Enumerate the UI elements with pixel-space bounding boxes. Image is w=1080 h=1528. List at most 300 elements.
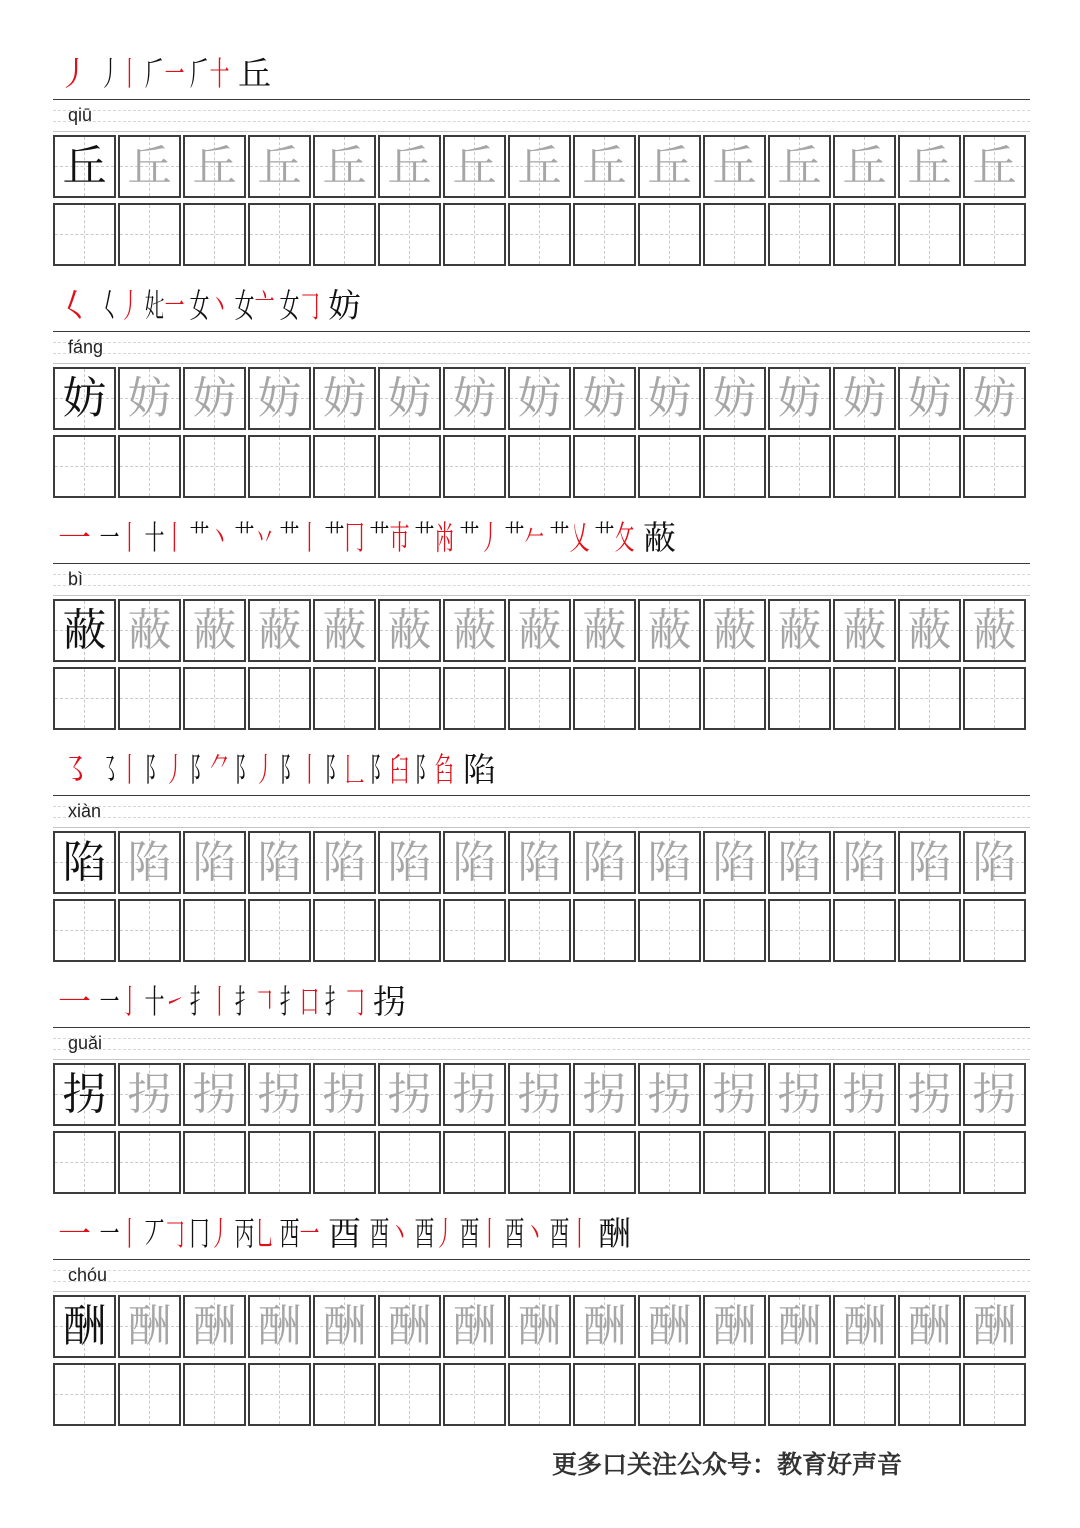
grid-guide-vertical [929, 1133, 930, 1192]
practice-box [118, 667, 181, 730]
grid-guide-vertical [84, 205, 85, 264]
model-character: 陷 [62, 836, 107, 888]
practice-box [508, 1363, 571, 1426]
stroke-step-partial: 酉 [369, 1214, 390, 1253]
stroke-step [97, 981, 142, 1023]
stroke-step-partial: 一 [99, 982, 120, 1021]
stroke-step-partial: 阝 [369, 750, 390, 789]
practice-box [378, 667, 441, 730]
stroke-step-new-stroke: 乚 [254, 1214, 275, 1253]
practice-box [573, 435, 636, 498]
stroke-step-new-stroke: 丶 [524, 1214, 545, 1253]
stroke-step-partial: 阝 [189, 750, 210, 789]
trace-box [118, 1063, 181, 1126]
trace-box [313, 599, 376, 662]
practice-box [963, 203, 1026, 266]
trace-character: 丘 [517, 140, 562, 192]
character-block [0, 745, 1080, 967]
stroke-step-new-stroke: 十 [209, 54, 230, 93]
trace-box [768, 367, 831, 430]
trace-character: 蔽 [517, 604, 562, 656]
practice-box [898, 435, 961, 498]
stroke-step-new-stroke: 丨 [209, 982, 230, 1021]
practice-box [248, 667, 311, 730]
trace-character: 丘 [647, 140, 692, 192]
trace-character: 陷 [387, 836, 432, 888]
trace-box [378, 831, 441, 894]
trace-character: 拐 [452, 1068, 497, 1120]
trace-box [638, 1063, 701, 1126]
stroke-step-new-stroke: 亅 [119, 982, 140, 1021]
stroke-step [97, 1213, 142, 1255]
practice-box [833, 667, 896, 730]
trace-character: 蔽 [387, 604, 432, 656]
grid-guide-vertical [214, 669, 215, 728]
trace-character: 蔽 [192, 604, 237, 656]
trace-character: 蔽 [712, 604, 757, 656]
trace-character: 妨 [192, 372, 237, 424]
guide-line [53, 574, 1030, 575]
practice-row [53, 1363, 1030, 1426]
stroke-step-new-stroke: 𠂉 [524, 518, 545, 557]
model-character-box [53, 599, 116, 662]
trace-box [313, 1063, 376, 1126]
trace-character: 蔽 [452, 604, 497, 656]
pinyin-label: fáng [68, 337, 104, 357]
grid-guide-vertical [84, 437, 85, 496]
pinyin-lines [53, 331, 1030, 364]
practice-box [833, 1131, 896, 1194]
practice-box [898, 1363, 961, 1426]
trace-character: 陷 [647, 836, 692, 888]
stroke-step-new-stroke: 丨 [299, 518, 320, 557]
stroke-step-partial: 扌 [324, 982, 345, 1021]
trace-box [833, 599, 896, 662]
stroke-step-partial: 艹 [369, 518, 390, 557]
stroke-step-partial: 女 [234, 286, 255, 325]
stroke-step-partial: 酉 [549, 1214, 570, 1253]
trace-box [183, 367, 246, 430]
stroke-order-row [52, 517, 682, 559]
stroke-step [142, 749, 187, 791]
practice-box [963, 667, 1026, 730]
stroke-step-new-stroke: 丨 [119, 54, 140, 93]
stroke-step [52, 749, 97, 791]
grid-guide-vertical [734, 669, 735, 728]
practice-box [638, 1363, 701, 1426]
guide-line [53, 131, 1030, 132]
trace-character: 酬 [387, 1300, 432, 1352]
stroke-step [187, 1213, 232, 1255]
stroke-step-partial: 艹 [549, 518, 570, 557]
grid-guide-vertical [474, 205, 475, 264]
guide-line [53, 1270, 1030, 1271]
practice-box [183, 203, 246, 266]
stroke-step-new-stroke: 丿 [209, 1214, 230, 1253]
grid-guide-vertical [604, 437, 605, 496]
trace-character: 丘 [907, 140, 952, 192]
grid-guide-vertical [994, 669, 995, 728]
practice-box [443, 203, 506, 266]
guide-line [53, 806, 1030, 807]
practice-box [833, 203, 896, 266]
stroke-step [592, 1213, 637, 1255]
grid-guide-vertical [149, 901, 150, 960]
practice-box [53, 1131, 116, 1194]
stroke-step [367, 749, 412, 791]
practice-box [768, 899, 831, 962]
trace-character: 酬 [192, 1300, 237, 1352]
practice-box [638, 667, 701, 730]
trace-box [768, 1295, 831, 1358]
practice-row [53, 203, 1030, 266]
character-block [0, 977, 1080, 1199]
stroke-step-partial: 丆 [144, 1214, 165, 1253]
stroke-step-new-stroke: 一 [164, 286, 185, 325]
stroke-step-partial: 冂 [189, 1214, 210, 1253]
grid-guide-vertical [604, 901, 605, 960]
trace-box [443, 367, 506, 430]
model-character-box [53, 135, 116, 198]
stroke-step-partial: 女 [189, 286, 210, 325]
grid-guide-vertical [474, 1365, 475, 1424]
trace-box [183, 1063, 246, 1126]
trace-character: 拐 [257, 1068, 302, 1120]
practice-box [443, 667, 506, 730]
trace-box [638, 367, 701, 430]
trace-character: 妨 [582, 372, 627, 424]
stroke-step-partial: 阝 [144, 750, 165, 789]
stroke-step-new-stroke: 丶 [209, 518, 230, 557]
practice-box [963, 1131, 1026, 1194]
stroke-step [277, 981, 322, 1023]
trace-box [508, 135, 571, 198]
grid-guide-vertical [214, 437, 215, 496]
guide-line [53, 342, 1030, 343]
stroke-step [547, 517, 592, 559]
grid-guide-vertical [344, 901, 345, 960]
stroke-order-row [52, 285, 367, 327]
stroke-step [502, 1213, 547, 1255]
grid-guide-vertical [929, 669, 930, 728]
trace-character: 拐 [972, 1068, 1017, 1120]
trace-box [313, 367, 376, 430]
trace-box [573, 367, 636, 430]
trace-box [443, 599, 506, 662]
trace-character: 拐 [517, 1068, 562, 1120]
practice-row [53, 1131, 1030, 1194]
practice-box [703, 1131, 766, 1194]
practice-box [573, 667, 636, 730]
trace-character: 妨 [257, 372, 302, 424]
practice-box [443, 899, 506, 962]
grid-guide-vertical [994, 1133, 995, 1192]
stroke-step-new-stroke: 丨 [119, 1214, 140, 1253]
guide-line [53, 363, 1030, 364]
stroke-step-new-stroke: 𠃊 [344, 750, 365, 789]
trace-box [118, 599, 181, 662]
practice-box [573, 1131, 636, 1194]
stroke-step-partial: ㇌ [99, 750, 120, 789]
grid-guide-vertical [344, 437, 345, 496]
stroke-step-new-stroke: 一 [299, 1214, 320, 1253]
grid-guide-vertical [799, 1133, 800, 1192]
trace-box [118, 135, 181, 198]
trace-box [118, 831, 181, 894]
trace-box [833, 367, 896, 430]
practice-box [638, 435, 701, 498]
practice-box [53, 435, 116, 498]
trace-box [443, 1295, 506, 1358]
trace-box [963, 831, 1026, 894]
trace-box [248, 1063, 311, 1126]
practice-box [378, 435, 441, 498]
stroke-step [412, 1213, 457, 1255]
trace-character: 陷 [582, 836, 627, 888]
trace-box [703, 367, 766, 430]
trace-box [898, 831, 961, 894]
practice-box [508, 899, 571, 962]
trace-box [898, 599, 961, 662]
grid-guide-vertical [539, 669, 540, 728]
grid-guide-vertical [214, 901, 215, 960]
stroke-step-new-stroke: ㇀ [164, 982, 185, 1021]
practice-box [768, 203, 831, 266]
trace-box [898, 367, 961, 430]
trace-row [53, 831, 1030, 894]
trace-row [53, 135, 1030, 198]
grid-guide-vertical [669, 205, 670, 264]
practice-box [963, 899, 1026, 962]
trace-box [183, 831, 246, 894]
practice-box [118, 203, 181, 266]
trace-character: 陷 [712, 836, 757, 888]
stroke-step [52, 517, 97, 559]
trace-box [638, 599, 701, 662]
stroke-step [142, 1213, 187, 1255]
trace-character: 蔽 [322, 604, 367, 656]
trace-character: 拐 [582, 1068, 627, 1120]
grid-guide-vertical [539, 901, 540, 960]
stroke-step-partial: 一 [99, 1214, 120, 1253]
trace-character: 酬 [712, 1300, 757, 1352]
practice-row [53, 899, 1030, 962]
trace-character: 酬 [907, 1300, 952, 1352]
trace-character: 蔽 [777, 604, 822, 656]
stroke-step-new-stroke: 丶 [209, 286, 230, 325]
grid-guide-vertical [604, 1133, 605, 1192]
trace-row [53, 367, 1030, 430]
trace-character: 酬 [972, 1300, 1017, 1352]
grid-guide-vertical [344, 205, 345, 264]
stroke-step-new-stroke: 丨 [119, 518, 140, 557]
stroke-step-new-stroke: 丿 [164, 750, 185, 789]
trace-box [378, 367, 441, 430]
stroke-step-new-stroke: 冂 [344, 518, 365, 557]
trace-character: 拐 [777, 1068, 822, 1120]
practice-box [248, 1131, 311, 1194]
grid-guide-vertical [474, 437, 475, 496]
stroke-step [142, 285, 187, 327]
stroke-step-partial: 丙 [234, 1214, 255, 1253]
practice-box [118, 899, 181, 962]
grid-guide-vertical [344, 669, 345, 728]
stroke-step-partial: 十 [144, 518, 165, 557]
stroke-step-new-stroke: 丿 [254, 750, 275, 789]
trace-box [638, 135, 701, 198]
model-character-box [53, 831, 116, 894]
grid-guide-vertical [474, 901, 475, 960]
practice-box [183, 1131, 246, 1194]
stroke-step [187, 749, 232, 791]
trace-character: 丘 [842, 140, 887, 192]
stroke-step-partial: 艹 [189, 518, 210, 557]
trace-box [248, 1295, 311, 1358]
character-block [0, 49, 1080, 271]
trace-character: 丘 [582, 140, 627, 192]
stroke-step-partial: 艹 [459, 518, 480, 557]
trace-box [443, 135, 506, 198]
trace-character: 蔽 [647, 604, 692, 656]
stroke-step-new-stroke: 丨 [569, 1214, 590, 1253]
trace-box [573, 1295, 636, 1358]
grid-guide-vertical [929, 1365, 930, 1424]
trace-character: 丘 [452, 140, 497, 192]
stroke-step-partial: 艹 [279, 518, 300, 557]
trace-box [963, 1063, 1026, 1126]
stroke-step-new-stroke: 𠃌 [344, 982, 365, 1021]
grid-guide-vertical [799, 901, 800, 960]
stroke-step-new-stroke: 乂 [569, 518, 590, 557]
trace-box [313, 1295, 376, 1358]
practice-box [313, 1363, 376, 1426]
trace-character: 拐 [647, 1068, 692, 1120]
pinyin-lines [53, 1027, 1030, 1060]
practice-box [248, 203, 311, 266]
practice-box [508, 435, 571, 498]
stroke-step-new-stroke: 一 [58, 1214, 91, 1253]
trace-character: 酬 [517, 1300, 562, 1352]
stroke-step [277, 517, 322, 559]
guide-line [53, 353, 1030, 354]
stroke-step [232, 981, 277, 1023]
stroke-step [412, 749, 457, 791]
grid-guide-vertical [149, 1133, 150, 1192]
trace-box [833, 831, 896, 894]
trace-character: 丘 [387, 140, 432, 192]
grid-guide-vertical [864, 901, 865, 960]
stroke-step [142, 517, 187, 559]
trace-box [703, 1063, 766, 1126]
practice-box [963, 435, 1026, 498]
grid-guide-vertical [669, 669, 670, 728]
practice-box [313, 1131, 376, 1194]
practice-box [898, 1131, 961, 1194]
trace-box [768, 135, 831, 198]
practice-box [898, 899, 961, 962]
practice-box [378, 1131, 441, 1194]
stroke-step [187, 285, 232, 327]
model-character: 拐 [62, 1068, 107, 1120]
character-block [0, 281, 1080, 503]
stroke-step-new-stroke: 丿 [479, 518, 500, 557]
stroke-step-new-stroke: 亠 [254, 286, 275, 325]
pinyin-label: chóu [68, 1265, 108, 1285]
grid-guide-vertical [409, 901, 410, 960]
stroke-step-partial: 艹 [324, 518, 345, 557]
practice-box [313, 899, 376, 962]
trace-box [508, 367, 571, 430]
stroke-step-new-stroke: 𠃌 [299, 286, 320, 325]
trace-box [703, 831, 766, 894]
trace-box [768, 1063, 831, 1126]
pinyin-lines [53, 563, 1030, 596]
grid-guide-vertical [409, 437, 410, 496]
practice-box [378, 899, 441, 962]
practice-box [508, 1131, 571, 1194]
grid-guide-vertical [539, 437, 540, 496]
grid-guide-vertical [929, 901, 930, 960]
trace-box [768, 599, 831, 662]
grid-guide-vertical [864, 1365, 865, 1424]
trace-character: 丘 [192, 140, 237, 192]
stroke-step [232, 517, 277, 559]
trace-box [378, 1295, 441, 1358]
stroke-step-new-stroke: 臼 [389, 750, 410, 789]
grid-guide-vertical [929, 205, 930, 264]
stroke-step [142, 981, 187, 1023]
grid-guide-vertical [994, 437, 995, 496]
trace-box [508, 1063, 571, 1126]
stroke-step [232, 749, 277, 791]
stroke-step [412, 517, 457, 559]
trace-character: 蔽 [972, 604, 1017, 656]
grid-guide-vertical [279, 669, 280, 728]
practice-box [833, 435, 896, 498]
trace-character: 丘 [712, 140, 757, 192]
stroke-step-new-stroke: 丨 [164, 518, 185, 557]
stroke-step-new-stroke: 巿 [389, 518, 410, 557]
model-character-box [53, 1295, 116, 1358]
trace-character: 拐 [842, 1068, 887, 1120]
trace-box [703, 1295, 766, 1358]
practice-box [183, 435, 246, 498]
guide-line [53, 1049, 1030, 1050]
trace-character: 酬 [257, 1300, 302, 1352]
stroke-step-partial: 一 [99, 518, 120, 557]
grid-guide-vertical [214, 1133, 215, 1192]
stroke-step-new-stroke: 臽 [434, 750, 455, 789]
trace-box [638, 831, 701, 894]
stroke-step [637, 517, 682, 559]
character-block [0, 513, 1080, 735]
stroke-step-partial: 酉 [459, 1214, 480, 1253]
trace-character: 妨 [452, 372, 497, 424]
stroke-step [322, 749, 367, 791]
grid-guide-vertical [539, 1365, 540, 1424]
practice-box [573, 203, 636, 266]
stroke-step [142, 53, 187, 95]
guide-line [53, 1281, 1030, 1282]
stroke-step-partial: 阝 [324, 750, 345, 789]
trace-box [508, 599, 571, 662]
trace-character: 拐 [192, 1068, 237, 1120]
grid-guide-vertical [669, 1133, 670, 1192]
grid-guide-vertical [734, 901, 735, 960]
trace-character: 陷 [517, 836, 562, 888]
practice-box [118, 435, 181, 498]
practice-box [118, 1363, 181, 1426]
